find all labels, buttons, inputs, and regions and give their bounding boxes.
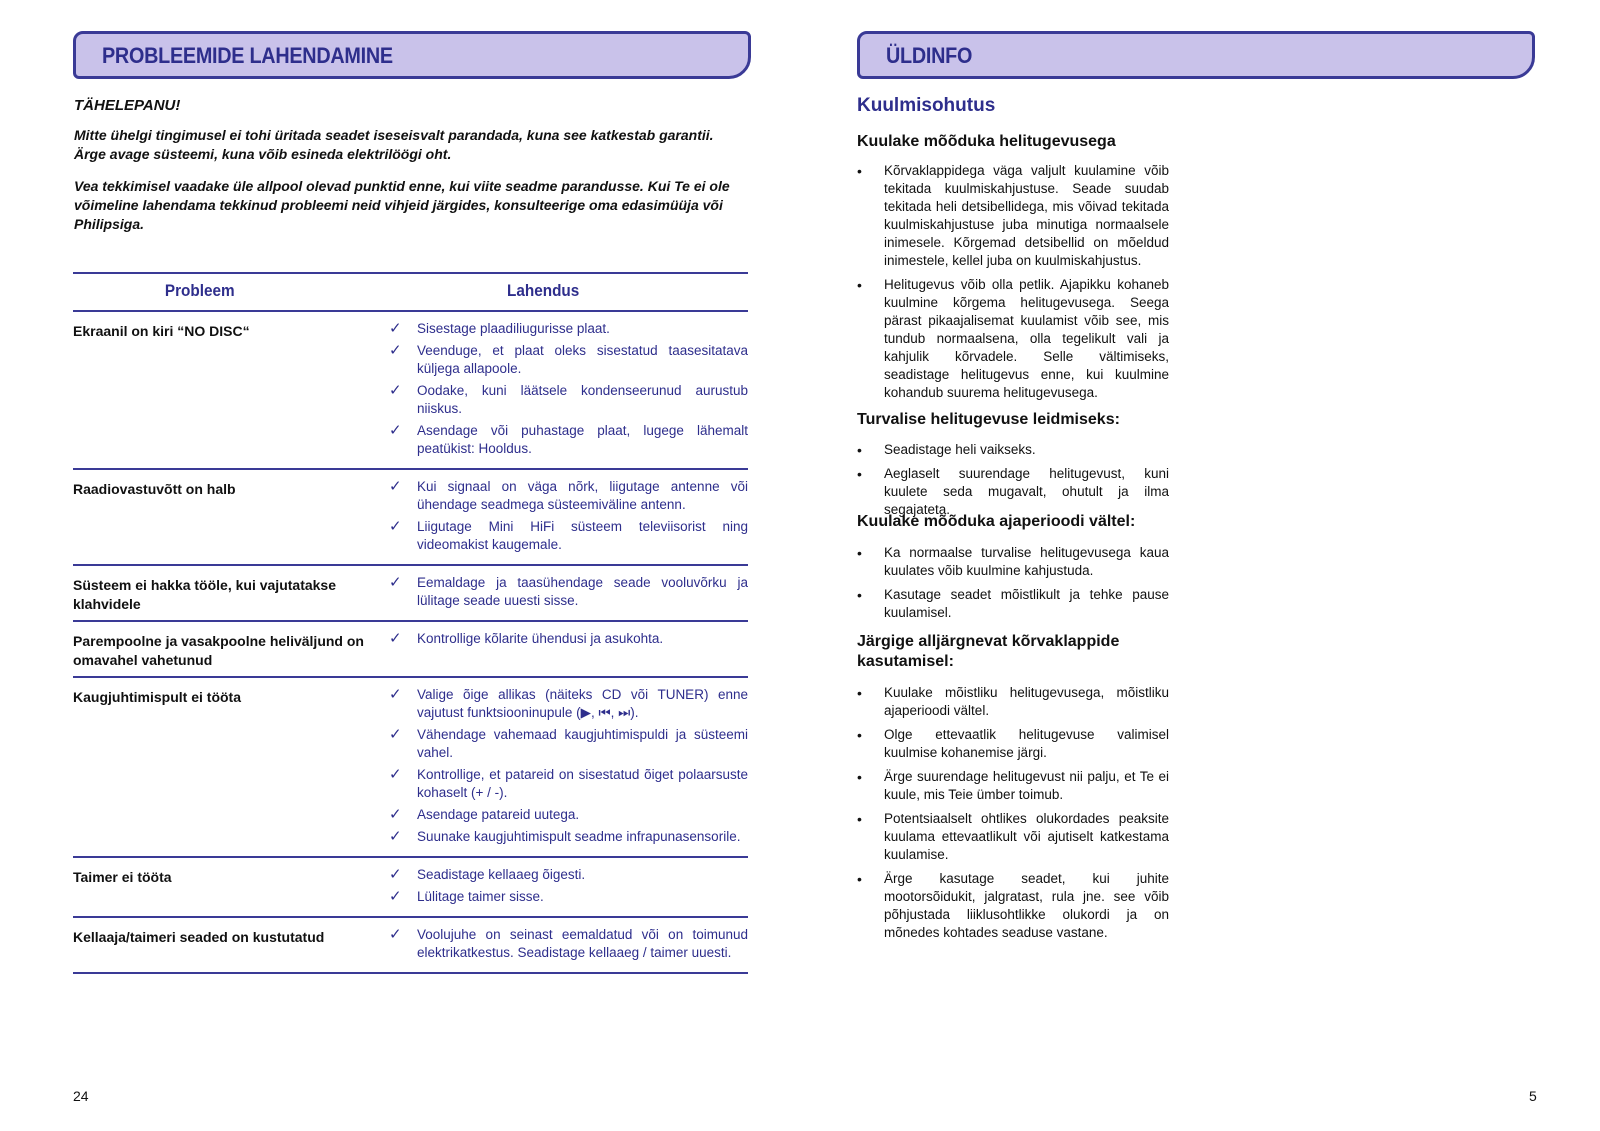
checkmark-icon: ✓: [389, 630, 402, 647]
problem-cell: Ekraanil on kiri “NO DISC“: [73, 323, 250, 339]
bullet-icon: •: [857, 727, 862, 743]
checkmark-icon: ✓: [389, 574, 402, 591]
solution-text: Kontrollige kõlarite ühendusi ja asukohta.: [417, 631, 664, 646]
table-row: [73, 312, 748, 470]
subsection-title: Kuulake mõõduka helitugevusega: [857, 133, 1116, 150]
warning-paragraph-2: Vea tekkimisel vaadake üle allpool olevad punktid enne, kui viite seadme parandusse. Kui Te ei ole võimeline lahendama tekkinud probleemi neid vihjeid järgides, konsulteerige oma edasimüüja või Philipsiga.: [74, 178, 730, 232]
list-item-text: Kuulake mõistliku helitugevusega, mõistliku ajaperioodi vältel.: [884, 685, 1169, 718]
list-item: [857, 684, 1169, 720]
list-item-text: Helitugevus võib olla petlik. Ajapikku kohaneb kuulmine kõrgema helitugevusega. Seega pärast pikaajalisemat kuulamist võib see, mis tundub normaalsena, olla tegelikult vali ja kahjulik kõrvadele. Selle vältimiseks, seadistage helitugevus enne, kui kuulmine kohandub suurema helitugevusega.: [884, 277, 1169, 400]
table-row: [73, 678, 748, 858]
solution-cell: [383, 686, 748, 850]
bullet-list: [857, 684, 1169, 948]
solution-text: Suunake kaugjuhtimispult seadme infrapunasensorile.: [417, 829, 741, 844]
table-row: [73, 858, 748, 918]
troubleshooting-table: [73, 272, 748, 974]
checkmark-icon: ✓: [389, 726, 402, 743]
checkmark-icon: ✓: [389, 888, 402, 905]
subsection-title: Järgige alljärgnevat kõrvaklappide kasutamisel:: [857, 633, 1120, 670]
section-header-title: ÜLDINFO: [886, 43, 973, 68]
solution-item: [383, 518, 748, 554]
list-item: [857, 586, 1169, 622]
list-item-text: Kõrvaklappidega väga valjult kuulamine võib tekitada kuulmiskahjustuse. Seade suudab tekitada heli detsibellidega, mis võivad tekitada kuulmiskahjustuse juba minutiga normaalsele inimesele. Kõrgemad detsibellid on mõeldud inimestele, kellel juba on kuulmiskahjustus.: [884, 163, 1169, 268]
warning-title: TÄHELEPANU!: [74, 97, 181, 114]
section-header-title: PROBLEEMIDE LAHENDAMINE: [102, 43, 393, 68]
solution-cell: [383, 630, 748, 670]
list-item-text: Ka normaalse turvalise helitugevusega kaua kuulates võib kuulmine kahjustuda.: [884, 545, 1169, 578]
problem-cell: Taimer ei tööta: [73, 869, 172, 885]
checkmark-icon: ✓: [389, 342, 402, 359]
checkmark-icon: ✓: [389, 806, 402, 823]
solution-item: [383, 926, 748, 962]
page-number: 24: [73, 1088, 89, 1104]
subsection-title: Kuulake mõõduka ajaperioodi vältel:: [857, 513, 1136, 530]
solution-item: [383, 382, 748, 418]
problem-cell: Raadiovastuvõtt on halb: [73, 481, 236, 497]
checkmark-icon: ✓: [389, 686, 402, 703]
bullet-icon: •: [857, 871, 862, 887]
checkmark-icon: ✓: [389, 382, 402, 399]
solution-cell: [383, 320, 748, 462]
checkmark-icon: ✓: [389, 866, 402, 883]
list-item-text: Aeglaselt suurendage helitugevust, kuni kuulete seda mugavalt, ohutult ja ilma segajateta.: [884, 466, 1169, 517]
solution-text: Veenduge, et plaat oleks sisestatud taasesitatava küljega allapoole.: [417, 343, 748, 376]
solution-item: [383, 828, 748, 846]
table-row: [73, 566, 748, 622]
problem-cell: Kellaaja/taimeri seaded on kustutatud: [73, 929, 325, 945]
problem-cell: Kaugjuhtimispult ei tööta: [73, 689, 241, 705]
bullet-icon: •: [857, 442, 862, 458]
solution-item: [383, 574, 748, 610]
list-item: [857, 441, 1169, 459]
solution-text: Kontrollige, et patareid on sisestatud õiget polaarsuste kohaselt (+ / -).: [417, 767, 748, 800]
page-number: 5: [1529, 1088, 1537, 1104]
bullet-icon: •: [857, 277, 862, 293]
bullet-icon: •: [857, 545, 862, 561]
table-row: [73, 470, 748, 566]
list-item-text: Olge ettevaatlik helitugevuse valimisel kuulmise kohanemise järgi.: [884, 727, 1169, 760]
section-header-box: [857, 31, 1535, 79]
solution-item: [383, 478, 748, 514]
section-title: Kuulmisohutus: [857, 95, 996, 116]
bullet-icon: •: [857, 685, 862, 701]
solution-text: Asendage patareid uutega.: [417, 807, 580, 822]
solution-cell: [383, 866, 748, 910]
checkmark-icon: ✓: [389, 478, 402, 495]
list-item-text: Seadistage heli vaikseks.: [884, 442, 1036, 457]
solution-item: [383, 320, 748, 338]
solution-item: [383, 888, 748, 906]
solution-item: [383, 686, 748, 722]
column-header-solution: Lahendus: [507, 281, 580, 300]
bullet-list: [857, 162, 1169, 408]
column-header-problem: Probleem: [164, 281, 235, 300]
problem-cell: Parempoolne ja vasakpoolne heliväljund on omavahel vahetunud: [73, 633, 364, 668]
solution-text: Oodake, kuni läätsele kondenseerunud aurustub niiskus.: [417, 383, 748, 416]
section-header-box: [73, 31, 751, 79]
checkmark-icon: ✓: [389, 320, 402, 337]
list-item: [857, 162, 1169, 270]
solution-text: Sisestage plaadiliugurisse plaat.: [417, 321, 610, 336]
checkmark-icon: ✓: [389, 926, 402, 943]
solution-text: Lülitage taimer sisse.: [417, 889, 544, 904]
list-item-text: Ärge kasutage seadet, kui juhite mootorsõidukit, jalgratast, rula jne. see võib põhjustada liiklusohtlikke olukordi ja on mõnedes kohtades seaduse vastane.: [884, 871, 1169, 940]
solution-item: [383, 726, 748, 762]
table-header: [73, 272, 748, 312]
solution-item: [383, 806, 748, 824]
warning-paragraph-1: Mitte ühelgi tingimusel ei tohi üritada seadet iseseisvalt parandada, kuna see katkestab garantii. Ärge avage süsteemi, kuna võib esineda elektrilöögi oht.: [74, 127, 714, 162]
list-item-text: Ärge suurendage helitugevust nii palju, et Te ei kuule, mis Teie ümber toimub.: [884, 769, 1169, 802]
list-item: [857, 276, 1169, 402]
bullet-list: [857, 544, 1169, 628]
list-item: [857, 544, 1169, 580]
problem-cell: Süsteem ei hakka tööle, kui vajutatakse klahvidele: [73, 577, 337, 612]
list-item: [857, 870, 1169, 942]
bullet-icon: •: [857, 811, 862, 827]
list-item: [857, 810, 1169, 864]
solution-text: Valige õige allikas (näiteks CD või TUNER) enne vajutust funktsiooninupule (▶, ⏮, ⏭).: [417, 687, 748, 720]
table-body: [73, 312, 748, 974]
checkmark-icon: ✓: [389, 828, 402, 845]
list-item-text: Potentsiaalselt ohtlikes olukordades peaksite kuulama ettevaatlikult või ajutiselt katkestama kuulamise.: [884, 811, 1169, 862]
solution-text: Voolujuhe on seinast eemaldatud või on toimunud elektrikatkestus. Seadistage kellaaeg / taimer uuesti.: [417, 927, 748, 960]
solution-text: Vähendage vahemaad kaugjuhtimispuldi ja süsteemi vahel.: [417, 727, 748, 760]
solution-item: [383, 766, 748, 802]
solution-text: Asendage või puhastage plaat, lugege lähemalt peatükist: Hooldus.: [417, 423, 748, 456]
checkmark-icon: ✓: [389, 766, 402, 783]
solution-item: [383, 866, 748, 884]
solution-item: [383, 630, 748, 648]
solution-item: [383, 422, 748, 458]
bullet-icon: •: [857, 769, 862, 785]
bullet-icon: •: [857, 163, 862, 179]
solution-text: Kui signaal on väga nõrk, liigutage antenne või ühendage seadmega süsteemiväline antenn.: [417, 479, 748, 512]
right-page: [800, 0, 1600, 1131]
bullet-icon: •: [857, 587, 862, 603]
solution-text: Eemaldage ja taasühendage seade vooluvõrku ja lülitage seade uuesti sisse.: [417, 575, 748, 608]
list-item-text: Kasutage seadet mõistlikult ja tehke pause kuulamisel.: [884, 587, 1169, 620]
list-item: [857, 465, 1169, 519]
subsection-title: Turvalise helitugevuse leidmiseks:: [857, 411, 1120, 428]
list-item: [857, 768, 1169, 804]
table-row: [73, 622, 748, 678]
bullet-icon: •: [857, 466, 862, 482]
solution-cell: [383, 478, 748, 558]
checkmark-icon: ✓: [389, 422, 402, 439]
solution-text: Seadistage kellaaeg õigesti.: [417, 867, 586, 882]
checkmark-icon: ✓: [389, 518, 402, 535]
solution-cell: [383, 574, 748, 614]
list-item: [857, 726, 1169, 762]
solution-cell: [383, 926, 748, 966]
solution-item: [383, 342, 748, 378]
solution-text: Liigutage Mini HiFi süsteem televiisorist ning videomakist kaugemale.: [417, 519, 748, 552]
table-row: [73, 918, 748, 974]
